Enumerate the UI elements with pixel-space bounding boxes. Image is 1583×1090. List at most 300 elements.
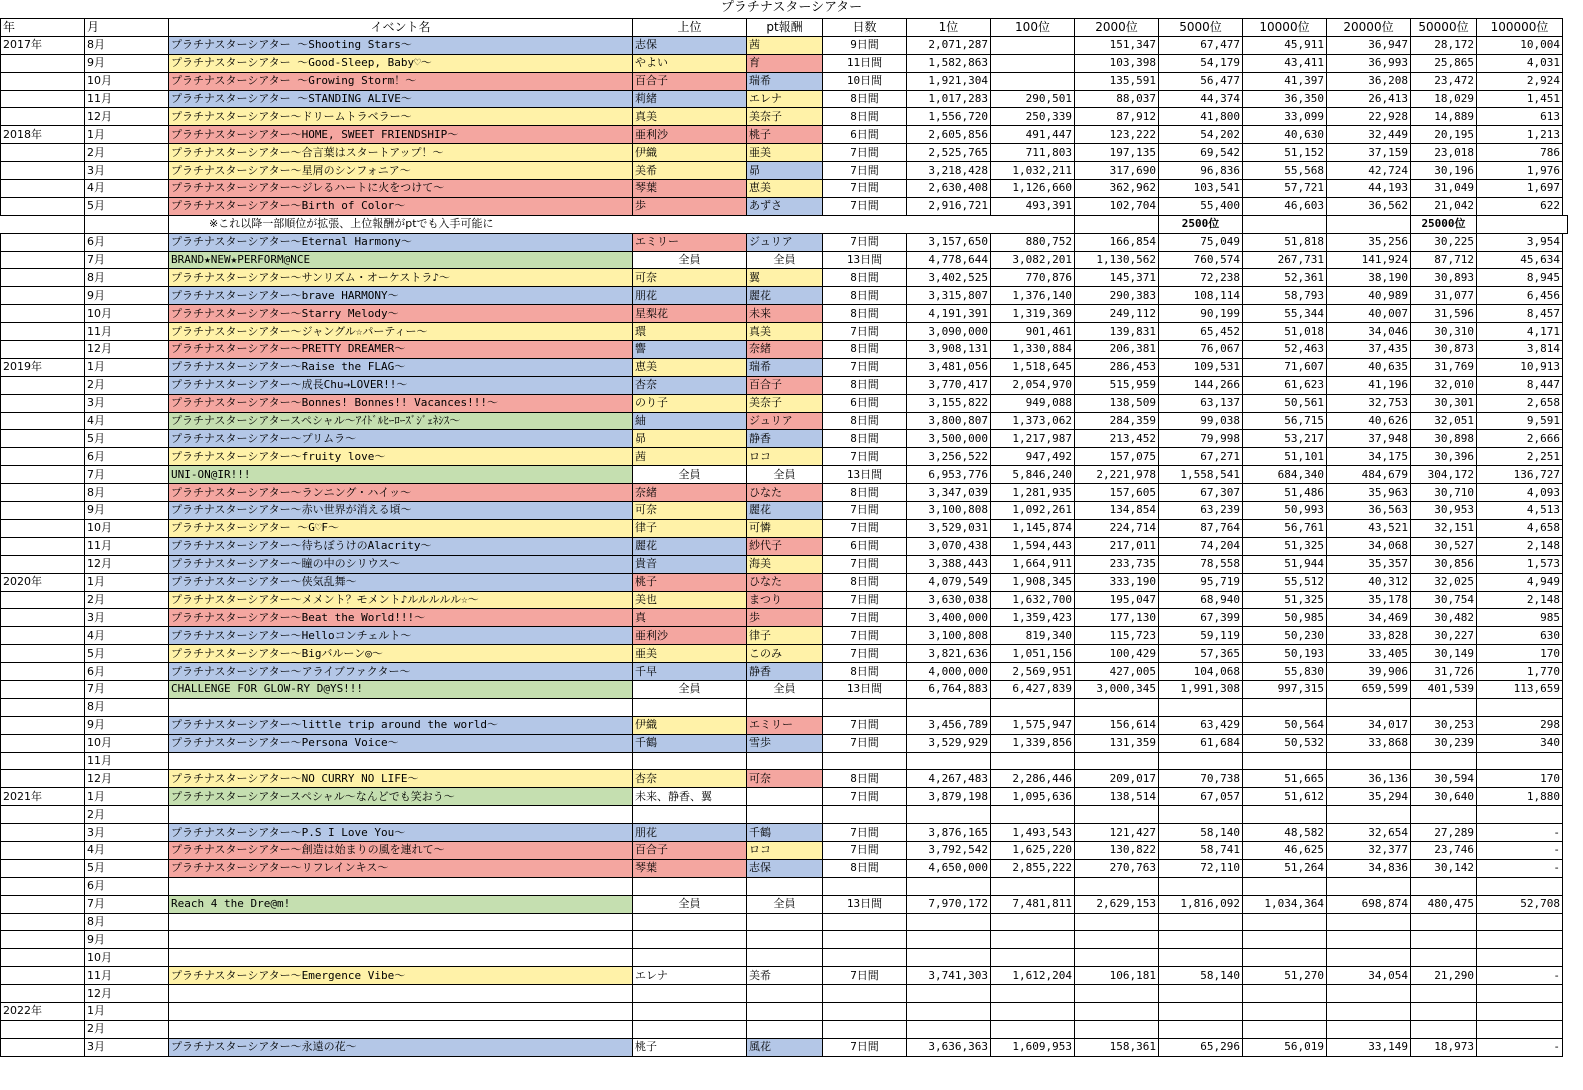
cell-r50000: 31,726	[1411, 663, 1477, 681]
cell-month: 5月	[85, 430, 169, 448]
cell-r100000: 2,924	[1477, 72, 1563, 90]
cell-r50000: 30,754	[1411, 591, 1477, 609]
header-cell: 上位	[633, 19, 747, 37]
cell-r100000: 45,634	[1477, 251, 1563, 269]
cell-event	[169, 931, 633, 949]
cell-month: 1月	[85, 788, 169, 806]
cell-r2000	[1075, 877, 1159, 895]
table-row	[1, 466, 1568, 484]
cell-r20000: 43,521	[1327, 519, 1411, 537]
cell-event	[169, 698, 633, 716]
cell-r10000: 55,568	[1243, 162, 1327, 180]
cell-r2000: 157,605	[1075, 484, 1159, 502]
cell-r100	[991, 913, 1075, 931]
cell-r10000: 51,270	[1243, 967, 1327, 985]
cell-month: 3月	[85, 609, 169, 627]
cell-r100000	[1477, 806, 1563, 824]
cell-month: 8月	[85, 698, 169, 716]
cell-year	[1, 484, 85, 502]
cell-days: 7日間	[823, 180, 907, 198]
table-row	[1, 788, 1568, 806]
cell-r20000	[1327, 806, 1411, 824]
cell-r100: 250,339	[991, 108, 1075, 126]
cell-event: プラチナスターシアター～永遠の花～	[169, 1038, 633, 1056]
cell-r100000: 170	[1477, 645, 1563, 663]
cell-days: 8日間	[823, 287, 907, 305]
table-row	[1, 484, 1568, 502]
table-row	[1, 430, 1568, 448]
cell-top: 真	[633, 609, 747, 627]
cell-r10000: 56,761	[1243, 519, 1327, 537]
cell-r100000: 10,004	[1477, 36, 1563, 54]
cell-year	[1, 90, 85, 108]
cell-event: プラチナスターシアター～Persona Voice～	[169, 734, 633, 752]
cell-days: 7日間	[823, 502, 907, 520]
cell-event: プラチナスターシアター～リフレインキス～	[169, 859, 633, 877]
cell-r20000: 33,828	[1327, 627, 1411, 645]
cell-month: 11月	[85, 537, 169, 555]
cell-reward	[747, 949, 823, 967]
cell-top: 全員	[633, 466, 747, 484]
cell-top: 莉緒	[633, 90, 747, 108]
cell-r5000: 59,119	[1159, 627, 1243, 645]
cell-r2000: 145,371	[1075, 269, 1159, 287]
cell-r20000: 40,989	[1327, 287, 1411, 305]
cell-days: 6日間	[823, 537, 907, 555]
cell-r10000: 1,034,364	[1243, 895, 1327, 913]
cell-r50000	[1411, 806, 1477, 824]
cell-r2000: 102,704	[1075, 197, 1159, 215]
cell-r50000	[1411, 985, 1477, 1003]
cell-r2000: 106,181	[1075, 967, 1159, 985]
cell-top: 恵美	[633, 358, 747, 376]
cell-year: 2017年	[1, 36, 85, 54]
cell-r1: 4,650,000	[907, 859, 991, 877]
cell-month: 9月	[85, 716, 169, 734]
cell-year	[1, 949, 85, 967]
cell-r20000: 33,868	[1327, 734, 1411, 752]
cell-reward: 律子	[747, 627, 823, 645]
cell-r2000	[1075, 931, 1159, 949]
cell-r20000: 32,753	[1327, 394, 1411, 412]
table-row	[1, 180, 1568, 198]
cell-days	[823, 698, 907, 716]
cell-days: 8日間	[823, 376, 907, 394]
cell-reward: ひなた	[747, 573, 823, 591]
cell-r50000: 30,301	[1411, 394, 1477, 412]
cell-r10000: 50,230	[1243, 627, 1327, 645]
cell-reward: 全員	[747, 251, 823, 269]
table-row	[1, 931, 1568, 949]
cell-r20000: 34,836	[1327, 859, 1411, 877]
cell-r5000	[1159, 806, 1243, 824]
cell-reward: 恵美	[747, 180, 823, 198]
cell-r20000: 40,626	[1327, 412, 1411, 430]
cell-top: 亜利沙	[633, 126, 747, 144]
cell-month: 7月	[85, 466, 169, 484]
cell-event: プラチナスターシアター～ドリームトラベラー～	[169, 108, 633, 126]
cell-r10000: 46,603	[1243, 197, 1327, 215]
cell-month: 12月	[85, 770, 169, 788]
cell-r2000: 2,221,978	[1075, 466, 1159, 484]
cell-year	[1, 287, 85, 305]
cell-r2000: 333,190	[1075, 573, 1159, 591]
table-row	[1, 967, 1568, 985]
cell-month: 11月	[85, 323, 169, 341]
cell-month: 10月	[85, 519, 169, 537]
table-row	[1, 841, 1568, 859]
header-cell: 20000位	[1327, 19, 1411, 37]
cell-reward: 歩	[747, 609, 823, 627]
cell-r100: 1,632,700	[991, 591, 1075, 609]
cell-r5000: 44,374	[1159, 90, 1243, 108]
cell-top: 歩	[633, 197, 747, 215]
cell-r10000: 36,350	[1243, 90, 1327, 108]
cell-r100: 1,051,156	[991, 645, 1075, 663]
cell-reward: 静香	[747, 430, 823, 448]
cell-days: 7日間	[823, 233, 907, 251]
cell-top: 未来、静香、翼	[633, 788, 747, 806]
cell-r100000: 1,451	[1477, 90, 1563, 108]
cell-r100: 1,145,874	[991, 519, 1075, 537]
cell-r10000	[1243, 877, 1327, 895]
cell-r1: 2,916,721	[907, 197, 991, 215]
cell-r10000: 71,607	[1243, 358, 1327, 376]
cell-reward	[747, 806, 823, 824]
cell-top	[633, 698, 747, 716]
cell-r20000	[1327, 931, 1411, 949]
cell-r100000: 1,213	[1477, 126, 1563, 144]
cell-top: 千鶴	[633, 734, 747, 752]
cell-event: プラチナスターシアター～侠気乱舞～	[169, 573, 633, 591]
cell-days: 8日間	[823, 269, 907, 287]
note-empty-cell	[1243, 215, 1327, 233]
cell-top: やよい	[633, 54, 747, 72]
cell-month: 4月	[85, 841, 169, 859]
cell-r20000: 33,405	[1327, 645, 1411, 663]
cell-r2000: 139,831	[1075, 323, 1159, 341]
cell-r100000: -	[1477, 1038, 1563, 1056]
cell-r50000: 32,025	[1411, 573, 1477, 591]
cell-days: 7日間	[823, 358, 907, 376]
table-row	[1, 90, 1568, 108]
cell-r50000: 20,195	[1411, 126, 1477, 144]
cell-r2000: 121,427	[1075, 824, 1159, 842]
header-cell: 10000位	[1243, 19, 1327, 37]
cell-r100: 1,339,856	[991, 734, 1075, 752]
cell-month: 3月	[85, 162, 169, 180]
cell-event: プラチナスターシアター～HOME, SWEET FRIENDSHIP～	[169, 126, 633, 144]
cell-r1: 3,155,822	[907, 394, 991, 412]
table-row	[1, 144, 1568, 162]
cell-event: プラチナスターシアター～little trip around the world～	[169, 716, 633, 734]
cell-r100: 7,481,811	[991, 895, 1075, 913]
cell-r10000: 53,217	[1243, 430, 1327, 448]
cell-r2000	[1075, 698, 1159, 716]
cell-top: 全員	[633, 680, 747, 698]
cell-r100: 1,664,911	[991, 555, 1075, 573]
cell-r1: 4,000,000	[907, 663, 991, 681]
cell-r50000	[1411, 1020, 1477, 1038]
cell-month: 6月	[85, 448, 169, 466]
cell-days: 8日間	[823, 859, 907, 877]
header-cell: pt報酬	[747, 19, 823, 37]
cell-days: 7日間	[823, 519, 907, 537]
cell-event: プラチナスターシアター～Raise the FLAG～	[169, 358, 633, 376]
cell-r1: 3,315,807	[907, 287, 991, 305]
cell-r100	[991, 54, 1075, 72]
cell-r100: 1,095,636	[991, 788, 1075, 806]
cell-r50000: 21,290	[1411, 967, 1477, 985]
cell-r1: 3,456,789	[907, 716, 991, 734]
cell-r100: 1,032,211	[991, 162, 1075, 180]
cell-r100	[991, 985, 1075, 1003]
cell-r5000	[1159, 949, 1243, 967]
cell-r10000: 40,630	[1243, 126, 1327, 144]
cell-year	[1, 1038, 85, 1056]
cell-month: 10月	[85, 72, 169, 90]
table-row	[1, 680, 1568, 698]
cell-reward: 全員	[747, 680, 823, 698]
cell-event: プラチナスターシアター ～G♡F～	[169, 519, 633, 537]
cell-days: 7日間	[823, 591, 907, 609]
table-row	[1, 448, 1568, 466]
cell-r50000: 30,196	[1411, 162, 1477, 180]
cell-top: 律子	[633, 519, 747, 537]
cell-r100000: 4,031	[1477, 54, 1563, 72]
cell-event	[169, 806, 633, 824]
cell-r20000: 37,435	[1327, 341, 1411, 359]
cell-r1	[907, 877, 991, 895]
cell-r10000: 48,582	[1243, 824, 1327, 842]
cell-year	[1, 376, 85, 394]
cell-r20000	[1327, 949, 1411, 967]
cell-year	[1, 680, 85, 698]
cell-event: プラチナスターシアター～ジレるハートに火をつけて～	[169, 180, 633, 198]
cell-event: プラチナスターシアター～赤い世界が消える頃～	[169, 502, 633, 520]
cell-month: 11月	[85, 752, 169, 770]
cell-r100: 1,330,884	[991, 341, 1075, 359]
cell-r50000: 30,253	[1411, 716, 1477, 734]
cell-r50000: 30,396	[1411, 448, 1477, 466]
cell-event: プラチナスターシアター～創造は始まりの風を連れて～	[169, 841, 633, 859]
cell-r20000: 22,928	[1327, 108, 1411, 126]
cell-r20000: 36,562	[1327, 197, 1411, 215]
cell-r5000	[1159, 985, 1243, 1003]
cell-month: 2月	[85, 376, 169, 394]
cell-r100000: 10,913	[1477, 358, 1563, 376]
table-row	[1, 323, 1568, 341]
cell-r2000: 515,959	[1075, 376, 1159, 394]
note-rank-25000: 25000位	[1411, 215, 1477, 233]
cell-month: 2月	[85, 591, 169, 609]
cell-r1: 3,070,438	[907, 537, 991, 555]
cell-r2000	[1075, 1002, 1159, 1020]
cell-r10000: 50,532	[1243, 734, 1327, 752]
cell-top: 可奈	[633, 269, 747, 287]
cell-r1: 3,741,303	[907, 967, 991, 985]
cell-r100000: 136,727	[1477, 466, 1563, 484]
cell-r100000: 1,880	[1477, 788, 1563, 806]
cell-reward	[747, 788, 823, 806]
cell-r2000	[1075, 913, 1159, 931]
cell-r5000: 56,477	[1159, 72, 1243, 90]
cell-r50000: 30,873	[1411, 341, 1477, 359]
cell-r100000: 4,093	[1477, 484, 1563, 502]
cell-r5000	[1159, 752, 1243, 770]
cell-days: 8日間	[823, 341, 907, 359]
cell-r50000: 30,640	[1411, 788, 1477, 806]
cell-r100000	[1477, 752, 1563, 770]
cell-r20000	[1327, 877, 1411, 895]
cell-r50000: 25,865	[1411, 54, 1477, 72]
table-row	[1, 859, 1568, 877]
cell-r10000	[1243, 913, 1327, 931]
cell-reward: ロコ	[747, 841, 823, 859]
cell-year	[1, 967, 85, 985]
cell-event	[169, 949, 633, 967]
cell-event: プラチナスターシアター～待ちぼうけのAlacrity～	[169, 537, 633, 555]
cell-r1	[907, 931, 991, 949]
cell-reward: 美奈子	[747, 394, 823, 412]
header-cell: 50000位	[1411, 19, 1477, 37]
cell-top	[633, 1002, 747, 1020]
cell-event: プラチナスターシアター～brave HARMONY～	[169, 287, 633, 305]
cell-reward	[747, 985, 823, 1003]
cell-r10000: 51,944	[1243, 555, 1327, 573]
cell-days: 7日間	[823, 734, 907, 752]
cell-event: プラチナスターシアター～Birth of Color～	[169, 197, 633, 215]
cell-reward: 千鶴	[747, 824, 823, 842]
cell-reward: 瑞希	[747, 358, 823, 376]
cell-r20000: 38,190	[1327, 269, 1411, 287]
cell-r100000: 6,456	[1477, 287, 1563, 305]
cell-r2000: 286,453	[1075, 358, 1159, 376]
cell-r20000: 36,563	[1327, 502, 1411, 520]
cell-days	[823, 877, 907, 895]
cell-reward: 可奈	[747, 770, 823, 788]
cell-r1	[907, 752, 991, 770]
cell-r5000: 79,998	[1159, 430, 1243, 448]
cell-year	[1, 180, 85, 198]
table-row	[1, 663, 1568, 681]
cell-month: 12月	[85, 108, 169, 126]
cell-r20000: 141,924	[1327, 251, 1411, 269]
cell-top	[633, 931, 747, 949]
cell-r5000: 108,114	[1159, 287, 1243, 305]
cell-r20000: 36,993	[1327, 54, 1411, 72]
page-title: プラチナスターシアター	[720, 0, 863, 15]
cell-r100000	[1477, 698, 1563, 716]
table-row	[1, 555, 1568, 573]
cell-month: 2月	[85, 806, 169, 824]
cell-days: 7日間	[823, 323, 907, 341]
cell-r100000	[1477, 1020, 1563, 1038]
cell-r5000: 63,137	[1159, 394, 1243, 412]
cell-reward	[747, 913, 823, 931]
cell-r1: 3,630,038	[907, 591, 991, 609]
cell-r1: 3,529,929	[907, 734, 991, 752]
cell-top: 全員	[633, 251, 747, 269]
cell-r50000: 30,142	[1411, 859, 1477, 877]
cell-top: 亜美	[633, 645, 747, 663]
cell-top: 百合子	[633, 72, 747, 90]
cell-event: プラチナスターシアター～成長Chu→LOVER!!～	[169, 376, 633, 394]
cell-month: 8月	[85, 484, 169, 502]
cell-reward: 桃子	[747, 126, 823, 144]
cell-r5000: 90,199	[1159, 305, 1243, 323]
cell-month: 9月	[85, 502, 169, 520]
table-row	[1, 537, 1568, 555]
note-empty-cell	[1075, 215, 1159, 233]
cell-r5000: 68,940	[1159, 591, 1243, 609]
cell-r20000: 37,159	[1327, 144, 1411, 162]
cell-r2000: 270,763	[1075, 859, 1159, 877]
cell-r50000: 30,710	[1411, 484, 1477, 502]
cell-year	[1, 734, 85, 752]
cell-event: プラチナスターシアター～ランニング・ハイッ～	[169, 484, 633, 502]
cell-r5000: 76,067	[1159, 341, 1243, 359]
cell-r2000: 87,912	[1075, 108, 1159, 126]
cell-r50000: 21,042	[1411, 197, 1477, 215]
cell-event: プラチナスターシアター ～Good-Sleep, Baby♡～	[169, 54, 633, 72]
table-row	[1, 376, 1568, 394]
cell-r100: 3,082,201	[991, 251, 1075, 269]
cell-event: プラチナスターシアタースペシャル～なんどでも笑おう～	[169, 788, 633, 806]
cell-reward: 静香	[747, 663, 823, 681]
cell-r2000: 1,130,562	[1075, 251, 1159, 269]
cell-r20000: 33,149	[1327, 1038, 1411, 1056]
table-row	[1, 698, 1568, 716]
cell-r10000: 51,486	[1243, 484, 1327, 502]
cell-r5000: 67,057	[1159, 788, 1243, 806]
cell-r5000: 58,140	[1159, 967, 1243, 985]
cell-r5000: 65,452	[1159, 323, 1243, 341]
cell-r1: 2,071,287	[907, 36, 991, 54]
cell-days: 13日間	[823, 680, 907, 698]
cell-r50000: 32,151	[1411, 519, 1477, 537]
cell-year: 2018年	[1, 126, 85, 144]
cell-r50000: 401,539	[1411, 680, 1477, 698]
table-row	[1, 645, 1568, 663]
cell-r5000: 67,399	[1159, 609, 1243, 627]
cell-r50000: 14,889	[1411, 108, 1477, 126]
table-row	[1, 877, 1568, 895]
cell-r5000: 74,204	[1159, 537, 1243, 555]
cell-r2000: 158,361	[1075, 1038, 1159, 1056]
cell-r100: 819,340	[991, 627, 1075, 645]
cell-r5000: 58,741	[1159, 841, 1243, 859]
cell-r100000: -	[1477, 824, 1563, 842]
cell-r2000: 249,112	[1075, 305, 1159, 323]
cell-reward	[747, 752, 823, 770]
cell-r20000: 44,193	[1327, 180, 1411, 198]
cell-year	[1, 144, 85, 162]
cell-r20000: 40,312	[1327, 573, 1411, 591]
cell-r5000: 1,991,308	[1159, 680, 1243, 698]
cell-r10000: 50,993	[1243, 502, 1327, 520]
cell-reward: 志保	[747, 859, 823, 877]
cell-year: 2022年	[1, 1002, 85, 1020]
cell-r2000: 88,037	[1075, 90, 1159, 108]
cell-r100000	[1477, 913, 1563, 931]
cell-r50000: 30,149	[1411, 645, 1477, 663]
cell-event: プラチナスターシアター～サンリズム・オーケストラ♪～	[169, 269, 633, 287]
cell-days	[823, 931, 907, 949]
cell-r5000: 78,558	[1159, 555, 1243, 573]
cell-event	[169, 1020, 633, 1038]
cell-r1: 1,017,283	[907, 90, 991, 108]
